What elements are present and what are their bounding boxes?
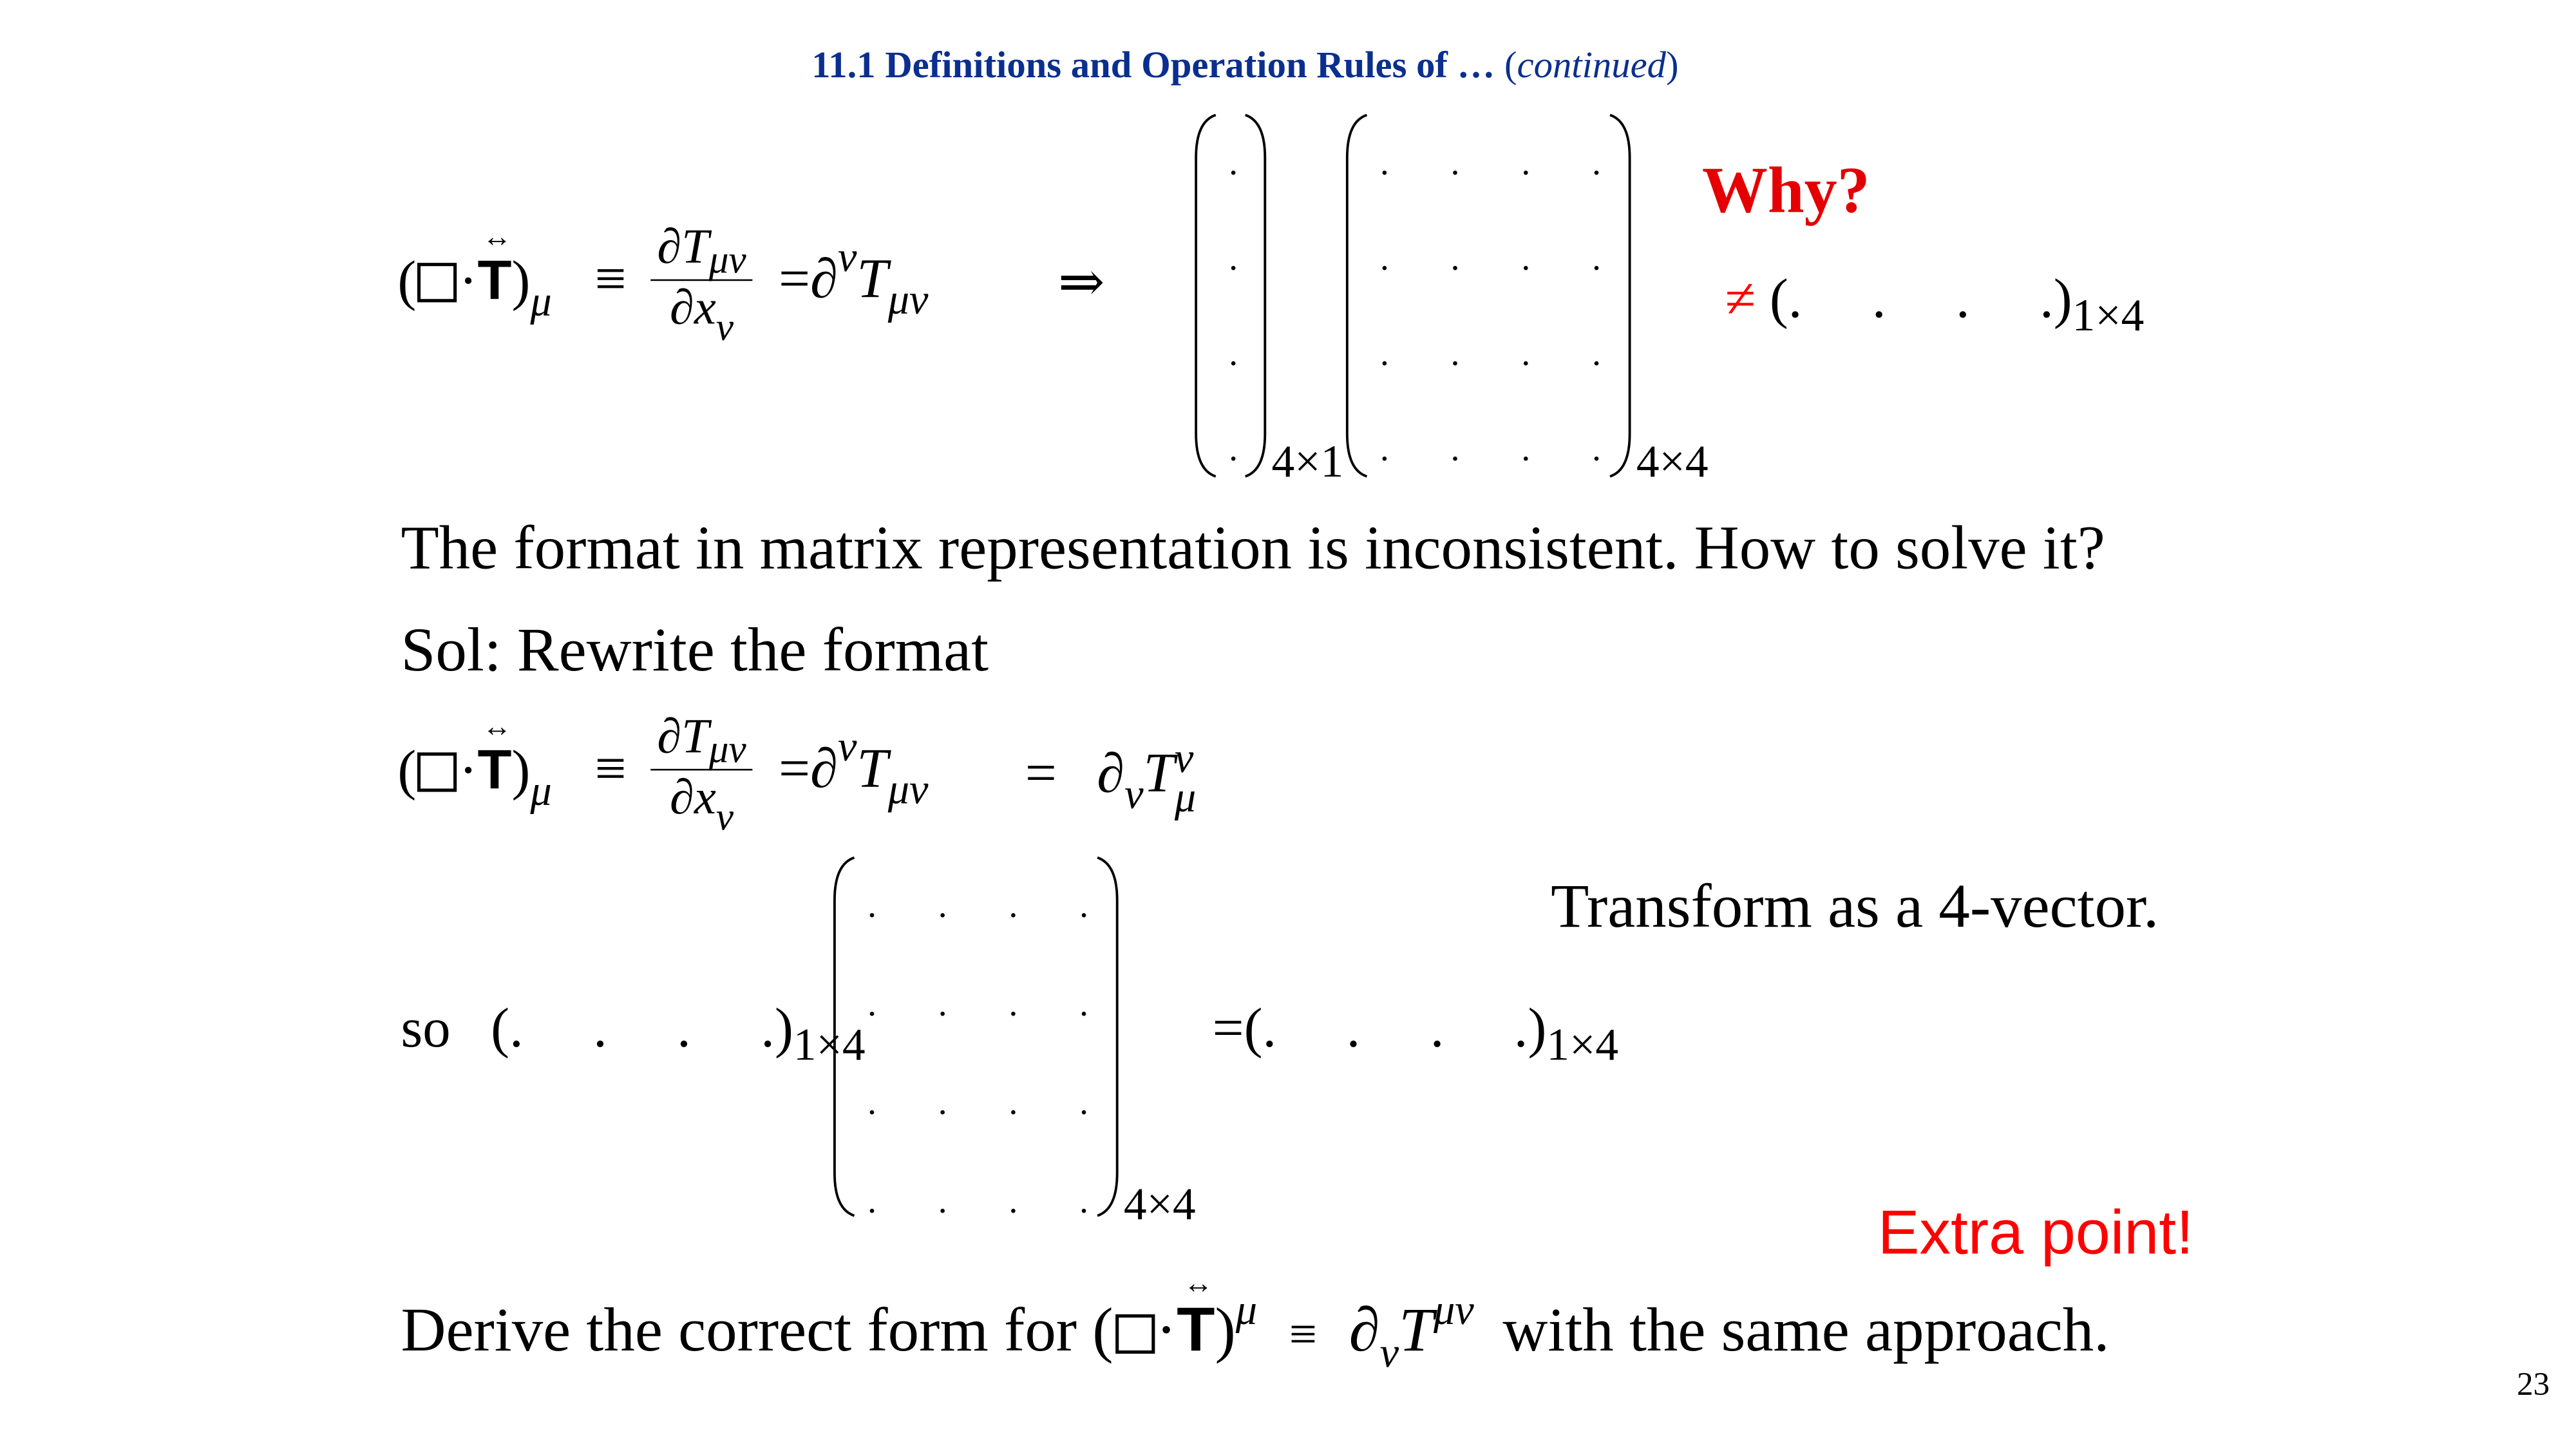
neq-symbol: ≠ — [1725, 269, 1756, 330]
matrix-dot: . — [938, 1179, 947, 1221]
eq1-equiv: ≡ — [594, 249, 627, 311]
col-dot: . — [1229, 141, 1238, 183]
eq2-fraction: $\frac{\partial T_{\mu\nu}}{\partial x_\nu}$ — [650, 710, 753, 826]
matrix-dot: . — [1521, 141, 1531, 183]
matrix-dot: . — [867, 1179, 876, 1221]
mat1-dim-label: 4×4 — [1636, 437, 1709, 488]
tensor-T: ↔ T — [477, 220, 512, 312]
matrix-dot: . — [938, 884, 947, 925]
mat1-right-paren — [1610, 115, 1630, 477]
matrix-dot: . — [1079, 1179, 1089, 1221]
matrix-dot: . — [1379, 236, 1389, 278]
matrix-dot: . — [1521, 427, 1531, 469]
dalembertian-box-icon — [418, 752, 457, 791]
why-label: Why? — [1701, 153, 1870, 227]
matrix-dot: . — [1379, 427, 1389, 469]
eq3-result: =(. . . $.)_{1\times 4}$ — [1212, 999, 1619, 1072]
title-main: 11.1 Definitions and Operation Rules of … — [811, 44, 1495, 86]
matrix-dot: . — [867, 982, 876, 1024]
matrix-dot: . — [1379, 141, 1389, 183]
slide-title — [811, 44, 1678, 87]
eq2-lhs: ( · ↔ $T)_\mu$ — [397, 710, 552, 815]
matrix-dot: . — [1450, 332, 1460, 374]
matrix-dot: . — [938, 982, 947, 1024]
col-dot: . — [1229, 332, 1238, 374]
matrix-dot: . — [1009, 1081, 1018, 1122]
eq2-rewritten: = $\partial_\nu T$ ν μ — [1025, 734, 1197, 822]
eq2-rhs: $=\partial^\nu T_{\mu\nu}$ — [779, 723, 929, 813]
dalembertian-box-icon — [418, 263, 457, 302]
mat1-left-paren — [1347, 115, 1367, 477]
matrix-dot: . — [1450, 427, 1460, 469]
double-arrow-icon: ↔ — [1183, 1266, 1208, 1300]
matrix-dot: . — [867, 884, 876, 925]
page-number: 23 — [2517, 1367, 2550, 1403]
extra-point-label: Extra point! — [1877, 1199, 2194, 1269]
col-dim-label: 4×1 — [1271, 437, 1344, 488]
matrix-dot: . — [1379, 332, 1389, 374]
matrix-dot: . — [1450, 236, 1460, 278]
matrix-dot: . — [1591, 332, 1601, 374]
title-continued: (continued) — [1504, 44, 1679, 86]
col-right-paren — [1245, 115, 1265, 477]
tensor-T: ↔ T — [477, 710, 512, 802]
implies-arrow: ⇒ — [1057, 252, 1105, 314]
matrix-dot: . — [1009, 884, 1018, 925]
matrix-dot: . — [1591, 427, 1601, 469]
eq1-lhs: ( · ↔ $T)_\mu$ — [397, 220, 552, 326]
mat3-dim-label: 4×4 — [1123, 1179, 1196, 1231]
col-dot: . — [1229, 236, 1238, 278]
matrix-dot: . — [1009, 982, 1018, 1024]
matrix-dot: . — [1591, 236, 1601, 278]
col-left-paren — [1196, 115, 1216, 477]
mat3-right-paren — [1097, 858, 1117, 1216]
sol-text: Sol: Rewrite the format — [401, 616, 989, 685]
derive-line: Derive the correct form for ( · ↔ $T)^\mu \equiv \partial_vT^{\mu v}$ with the same approach. — [401, 1266, 2110, 1377]
so-text: so — [401, 999, 451, 1060]
matrix-dot: . — [1009, 1179, 1018, 1221]
matrix-dot: . — [1079, 1081, 1089, 1122]
col-dot: . — [1229, 427, 1238, 469]
inconsistent-text: The format in matrix representation is inconsistent. How to solve it? — [401, 514, 2105, 583]
double-arrow-icon: ↔ — [482, 710, 507, 743]
mat3-left-paren — [835, 858, 855, 1216]
eq3-lhs: so (. . . $.)_{1\times 4}$ — [401, 999, 866, 1072]
eq1-rhs: $=\partial^\nu T_{\mu\nu}$ — [779, 233, 929, 324]
matrix-dot: . — [1079, 884, 1089, 925]
matrix-dot: . — [1521, 332, 1531, 374]
matrix-dot: . — [867, 1081, 876, 1122]
matrix-dot: . — [1079, 982, 1089, 1024]
eq2-equiv: ≡ — [594, 739, 627, 800]
transform-text: Transform as a 4-vector. — [1551, 872, 2159, 942]
matrix-dot: . — [1450, 141, 1460, 183]
eq1-fraction: $\frac{\partial T_{\mu\nu}}{\partial x_\nu}$ — [650, 220, 753, 337]
double-arrow-icon: ↔ — [482, 220, 507, 253]
tensor-T: ↔ T — [1177, 1266, 1215, 1365]
matrix-dot: . — [938, 1081, 947, 1122]
column-vector-4x1 — [1193, 108, 1291, 483]
matrix-dot: . — [1591, 141, 1601, 183]
neq-row-vector: ≠ (. . . $.)_{1\times 4}$ — [1725, 269, 2145, 342]
dalembertian-box-icon — [1115, 1314, 1154, 1354]
matrix-dot: . — [1521, 236, 1531, 278]
